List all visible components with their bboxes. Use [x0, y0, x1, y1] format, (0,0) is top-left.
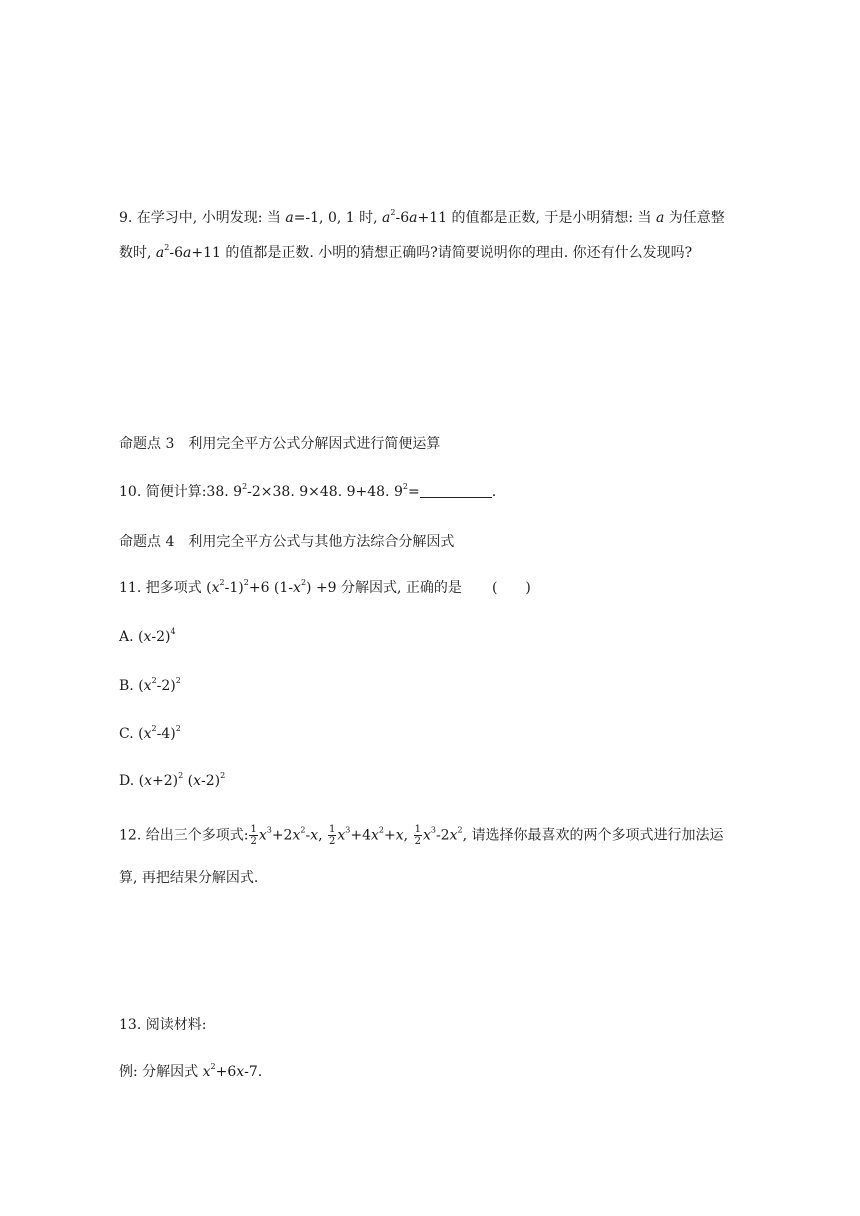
fraction-half: $\frac{1}{2}$	[250, 824, 257, 847]
section-heading-point4: 命题点 4 利用完全平方公式与其他方法综合分解因式	[119, 534, 455, 550]
section-heading-point3: 命题点 3 利用完全平方公式分解因式进行简便运算	[119, 436, 441, 452]
q11-option-c[interactable]: C. $(x^2-4)^2$	[119, 724, 181, 742]
q11-stem: 11. 把多项式 $(x^2-1)^2+6$ $(1-x^2) +9$ 分解因式, 正确的是 ( )	[119, 578, 531, 596]
fraction-half: $\frac{1}{2}$	[329, 824, 336, 847]
q12-line2: 算, 再把结果分解因式.	[119, 870, 259, 886]
answer-parentheses[interactable]: ( )	[491, 580, 531, 596]
q13-example: 例: 分解因式 $x^2+6x-7$.	[119, 1062, 263, 1080]
fraction-half: $\frac{1}{2}$	[414, 824, 421, 847]
q13-title: 13. 阅读材料:	[119, 1017, 207, 1033]
q10-line: 10. 简便计算:38. $9^2-2\times 38$. 9×48. 9+48. $9^2=$ .	[119, 482, 497, 500]
q11-option-b[interactable]: B. $(x^2-2)^2$	[119, 676, 181, 694]
q9-line1: 9. 在学习中, 小明发现: 当 a=-1, 0, 1 时, $a^2-6a+11$ 的值都是正数, 于是小明猜想: 当 a 为任意整	[119, 208, 725, 226]
q9-line2: 数时, $a^2-6a+11$ 的值都是正数. 小明的猜想正确吗?请简要说明你的理由. 你还有什么发现吗?	[119, 243, 693, 261]
q11-option-a[interactable]: A. $(x-2)^4$	[119, 627, 176, 645]
q12-line1: 12. 给出三个多项式: $\frac{1}{2}$ $x^3+2x^2-x$, $\frac{1}{2}$ $x^3+4x^2+x$, $\frac{1}{2}$ $x^3-2x^2$, 请选择你最喜欢的两个多项式进行加法运	[119, 824, 724, 847]
q11-option-d[interactable]: D. $(x+2)^2$ $(x-2)^2$	[119, 771, 226, 789]
answer-blank[interactable]	[420, 483, 492, 498]
